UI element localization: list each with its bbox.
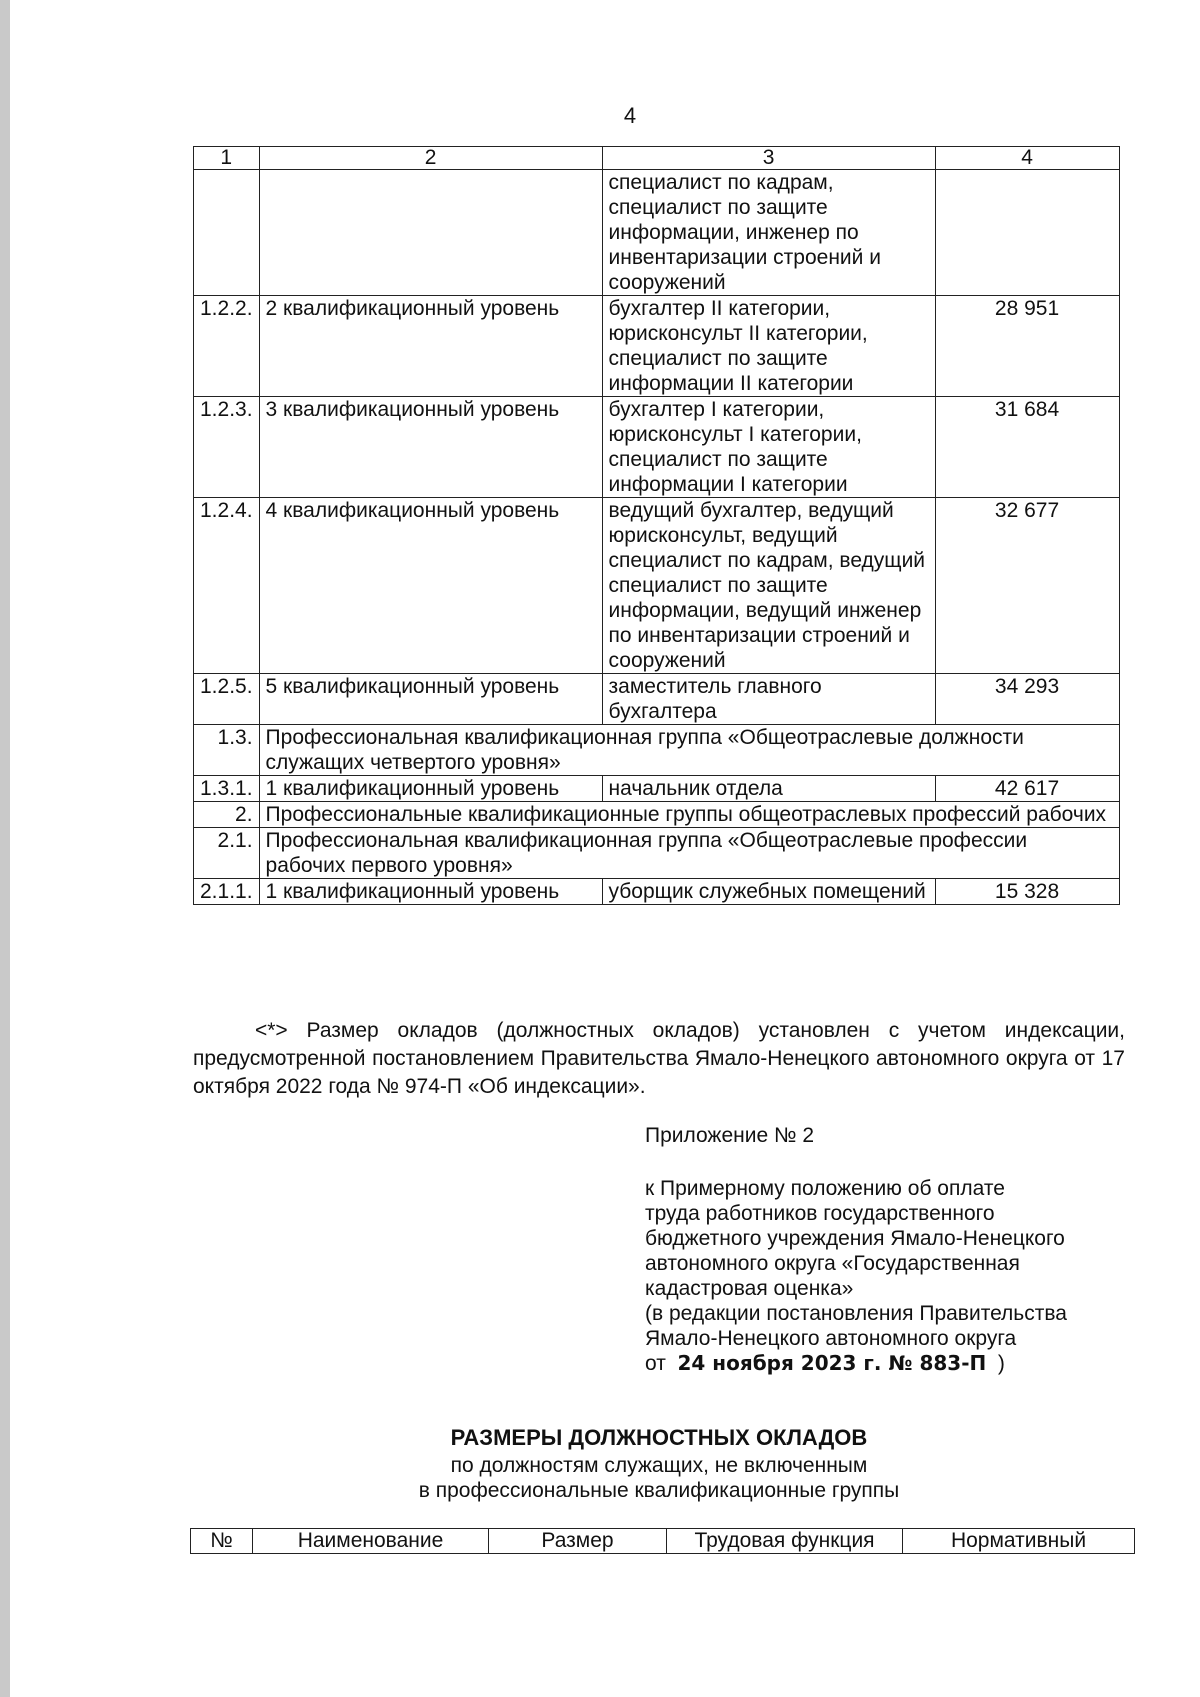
table-row	[194, 397, 1120, 498]
row-number: 1.3.	[194, 725, 260, 776]
date-suffix: )	[997, 1352, 1005, 1375]
appendix-ref-line: автономного округа «Государственная	[645, 1252, 1020, 1275]
table2-header-row	[191, 1529, 1135, 1554]
salary-value: 31 684	[935, 397, 1119, 498]
table-row	[194, 498, 1120, 674]
qualification-level: 1 квалификационный уровень	[259, 879, 602, 905]
salary-value: 42 617	[935, 776, 1119, 802]
table-header-row	[194, 147, 1120, 170]
row-number: 1.2.4.	[194, 498, 260, 674]
salary-table-2	[190, 1528, 1135, 1554]
salary-value: 28 951	[935, 296, 1119, 397]
qualification-level: 5 квалификационный уровень	[259, 674, 602, 725]
row-number: 1.2.2.	[194, 296, 260, 397]
row-number: 2.1.1.	[194, 879, 260, 905]
table2-header-cell: Наименование	[253, 1529, 489, 1554]
table2-header-cell: Размер	[489, 1529, 667, 1554]
col-header-3: 3	[602, 147, 935, 170]
position-list: заместитель главного бухгалтера	[602, 674, 935, 725]
table-row-continuation	[194, 170, 1120, 296]
salary-value: 32 677	[935, 498, 1119, 674]
position-list: начальник отдела	[602, 776, 935, 802]
date-prefix: от	[645, 1352, 666, 1375]
row-number: 2.1.	[194, 828, 260, 879]
appendix-ref-line: бюджетного учреждения Ямало-Ненецкого	[645, 1227, 1065, 1250]
qualification-level: 3 квалификационный уровень	[259, 397, 602, 498]
table-row	[194, 776, 1120, 802]
group-name: Профессиональная квалификационная группа «Общеотраслевые должности служащих четвертого уровня»	[259, 725, 1119, 776]
table2-header-cell: №	[191, 1529, 253, 1554]
group-name: Профессиональная квалификационная группа «Общеотраслевые профессии рабочих первого уровня»	[259, 828, 1119, 879]
appendix-ref-line: кадастровая оценка»	[645, 1277, 854, 1300]
position-list: бухгалтер II категории, юрисконсульт II категории, специалист по защите информации II категории	[602, 296, 935, 397]
table-row	[194, 879, 1120, 905]
col-header-1: 1	[194, 147, 260, 170]
row-number: 1.3.1.	[194, 776, 260, 802]
scan-edge	[0, 0, 10, 1697]
appendix-ref-line: Ямало-Ненецкого автономного округа	[645, 1327, 1017, 1350]
table-row	[194, 674, 1120, 725]
salary-value: 15 328	[935, 879, 1119, 905]
footnote	[193, 1017, 1125, 1101]
date-value: 24 ноября 2023 г. № 883-П	[677, 1351, 987, 1375]
table2-header-cell: Нормативный	[903, 1529, 1135, 1554]
appendix-number: Приложение № 2	[645, 1124, 815, 1147]
qualification-level: 1 квалификационный уровень	[259, 776, 602, 802]
row-number: 1.2.3.	[194, 397, 260, 498]
continuation-positions: специалист по кадрам, специалист по защите информации, инженер по инвентаризации строений и сооружений	[602, 170, 935, 296]
table-row	[194, 828, 1120, 879]
group-name: Профессиональные квалификационные группы общеотраслевых профессий рабочих	[259, 802, 1119, 828]
salary-value: 34 293	[935, 674, 1119, 725]
appendix-reference	[645, 1176, 1145, 1376]
appendix-ref-line: к Примерному положению об оплате	[645, 1177, 1005, 1200]
page-number: 4	[623, 103, 637, 128]
appendix-ref-line: труда работников государственного	[645, 1202, 995, 1225]
qualification-level: 4 квалификационный уровень	[259, 498, 602, 674]
table-row	[194, 802, 1120, 828]
table-row	[194, 725, 1120, 776]
position-list: ведущий бухгалтер, ведущий юрисконсульт, ведущий специалист по кадрам, ведущий специалист по защите информации, ведущий инженер по инвентаризации строений и сооружений	[602, 498, 935, 674]
col-header-2: 2	[259, 147, 602, 170]
section-title: РАЗМЕРЫ ДОЛЖНОСТНЫХ ОКЛАДОВ	[450, 1425, 868, 1450]
row-number: 1.2.5.	[194, 674, 260, 725]
salary-table	[193, 146, 1120, 905]
appendix-ref-line: (в редакции постановления Правительства	[645, 1302, 1067, 1325]
position-list: уборщик служебных помещений	[602, 879, 935, 905]
qualification-level: 2 квалификационный уровень	[259, 296, 602, 397]
appendix-date-line	[645, 1351, 1145, 1376]
table2-header-cell: Трудовая функция	[667, 1529, 903, 1554]
row-number: 2.	[194, 802, 260, 828]
position-list: бухгалтер I категории, юрисконсульт I категории, специалист по защите информации I категории	[602, 397, 935, 498]
section-subtitle-1: по должностям служащих, не включенным	[450, 1454, 868, 1477]
section-subtitle-2: в профессиональные квалификационные группы	[418, 1479, 900, 1502]
col-header-4: 4	[935, 147, 1119, 170]
footnote-text: <*> Размер окладов (должностных окладов) установлен с учетом индексации, предусмотренной постановлением Правительства Ямало-Ненецкого автономного округа от 17 октября 2022 года № 974-П «Об индексации».	[193, 1019, 1125, 1098]
table-row	[194, 296, 1120, 397]
